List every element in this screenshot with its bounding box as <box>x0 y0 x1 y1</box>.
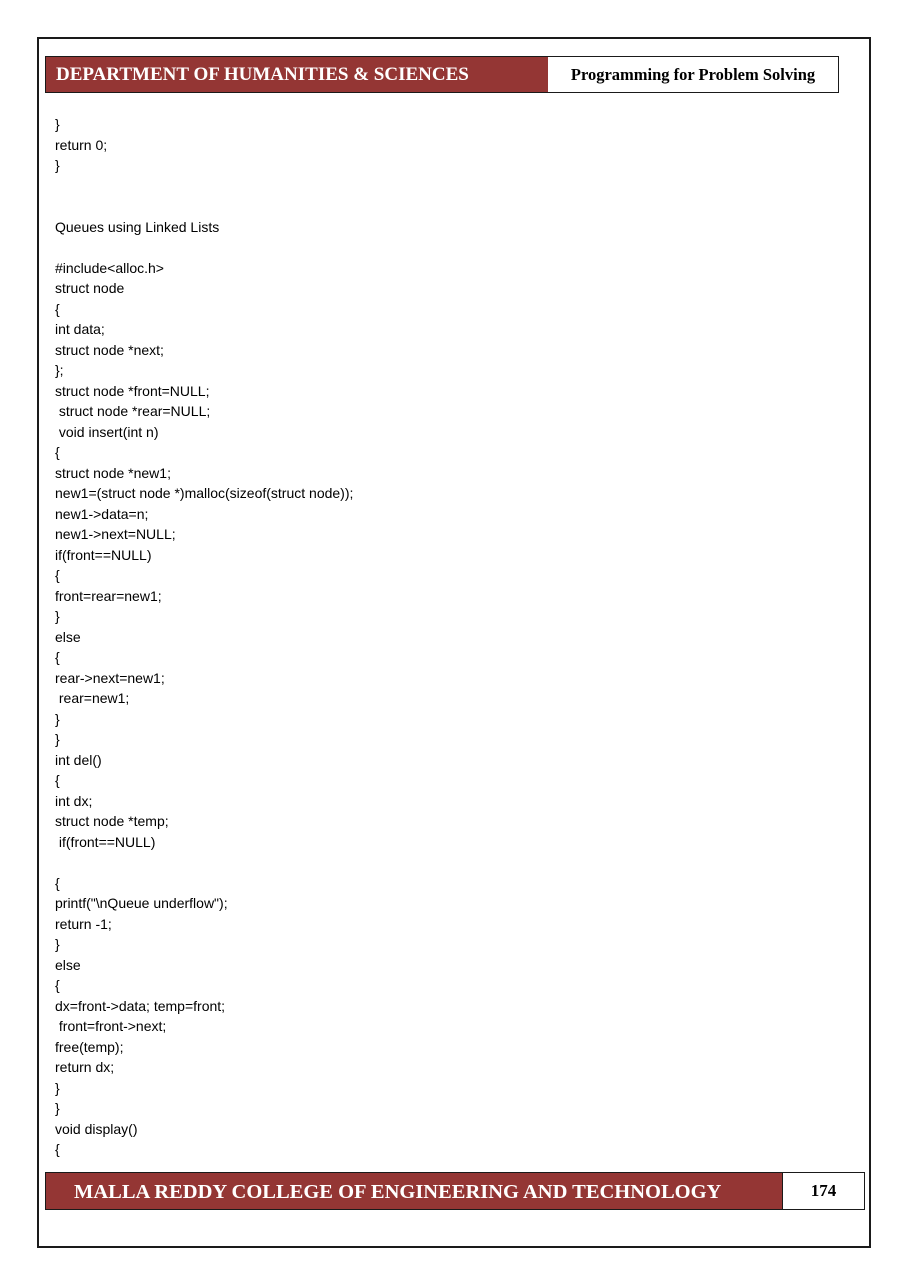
code-line: struct node *next; <box>55 341 164 358</box>
code-line: void display() <box>55 1120 138 1137</box>
code-line: return -1; <box>55 915 112 932</box>
code-line: }; <box>55 362 64 378</box>
code-line: } <box>55 731 60 747</box>
code-line: } <box>55 710 60 727</box>
code-line: int del() <box>55 751 102 768</box>
code-line: { <box>55 444 60 460</box>
page-number: 174 <box>783 1173 864 1209</box>
code-line: new1=(struct node *)malloc(sizeof(struct node)); <box>55 485 354 501</box>
code-line <box>55 852 815 873</box>
code-line: } <box>55 608 60 624</box>
code-line: if(front==NULL) <box>55 833 156 850</box>
code-line: printf("\nQueue underflow"); <box>55 895 228 911</box>
page-footer <box>45 1172 865 1210</box>
code-line <box>55 176 815 197</box>
code-line: return dx; <box>55 1059 115 1075</box>
code-line: { <box>55 567 60 583</box>
code-line: new1->data=n; <box>55 505 149 522</box>
code-line: rear=new1; <box>55 690 130 706</box>
code-line: dx=front->data; temp=front; <box>55 997 226 1014</box>
code-line <box>55 237 815 258</box>
page-header <box>45 56 839 93</box>
code-line: { <box>55 1141 60 1157</box>
code-line: if(front==NULL) <box>55 546 152 563</box>
code-line: { <box>55 649 60 665</box>
code-line: #include<alloc.h> <box>55 259 164 276</box>
code-line: front=rear=new1; <box>55 587 162 604</box>
code-line: struct node *rear=NULL; <box>55 403 211 419</box>
code-line: struct node *new1; <box>55 464 171 481</box>
code-line: } <box>55 1079 60 1096</box>
code-line: free(temp); <box>55 1038 124 1055</box>
subject-title: Programming for Problem Solving <box>548 57 838 92</box>
college-name: MALLA REDDY COLLEGE OF ENGINEERING AND TECHNOLOGY <box>46 1173 783 1209</box>
department-title: DEPARTMENT OF HUMANITIES & SCIENCES <box>46 57 548 92</box>
code-line: void insert(int n) <box>55 423 159 440</box>
code-line: } <box>55 116 60 132</box>
code-line: { <box>55 772 60 788</box>
code-line: struct node *temp; <box>55 813 169 829</box>
code-line: } <box>55 936 60 952</box>
code-line: } <box>55 1100 60 1116</box>
code-line: { <box>55 300 60 317</box>
code-line: { <box>55 874 60 891</box>
code-listing <box>55 114 815 1160</box>
code-line <box>55 196 815 217</box>
code-line: return 0; <box>55 136 108 153</box>
code-line: Queues using Linked Lists <box>55 218 220 235</box>
code-line: new1->next=NULL; <box>55 526 176 542</box>
code-line: struct node *front=NULL; <box>55 382 210 399</box>
code-line: rear->next=new1; <box>55 669 165 686</box>
code-line: { <box>55 977 60 993</box>
code-line: else <box>55 628 81 645</box>
code-line: front=front->next; <box>55 1018 167 1034</box>
code-line: struct node <box>55 280 125 296</box>
code-line: } <box>55 157 60 173</box>
code-line: else <box>55 956 81 973</box>
code-line: int data; <box>55 321 105 337</box>
code-line: int dx; <box>55 792 93 809</box>
